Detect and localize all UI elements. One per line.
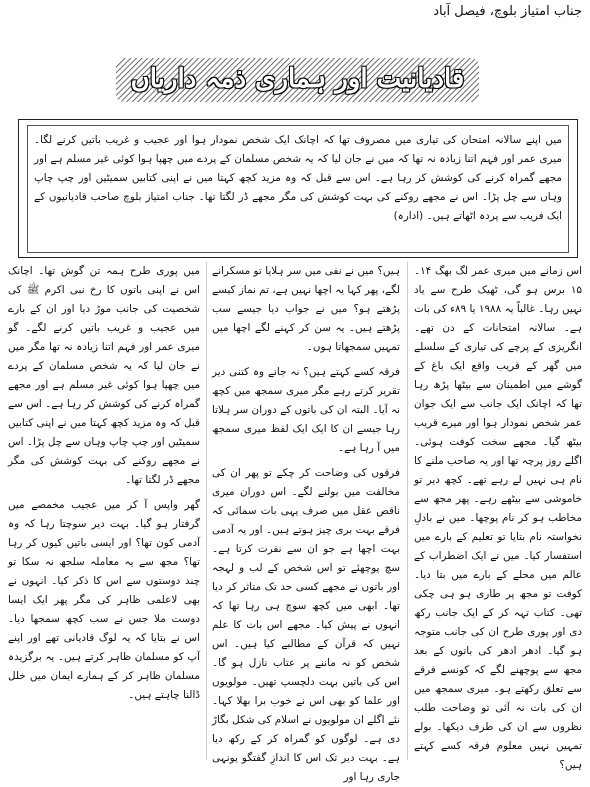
paragraph: اس زمانے میں میری عمر لگ بھگ ۱۴۔۱۵ برس ہو گی، ٹھیک طرح سے یاد نہیں رہا۔ غالباً یہ ۱۹۸۸ یا ۸۹ء کی بات ہے۔ سالانہ امتحانات کے دن تھے۔ انگریزی کے پرچے کی تیاری کے سلسلے میں گھر کے قریب واقع ایک باغ کے گوشے میں اطمینان سے بیٹھا پڑھ رہا تھا کہ اچانک ایک جانب سے ایک جوان عمر شخص نمودار ہوا اور میرے قریب بیٹھ گیا۔ مجھے سخت کوفت ہوئی۔ اگلے روز پرچہ تھا اور یہ صاحب ملنے کا نام ہی نہیں لے رہے تھے۔ کچھ دیر تو خاموشی سے بیٹھے رہے۔ پھر مجھ سے مخاطب ہو کر نام پوچھا۔ میں نے بادلِ نخواستہ نام بتایا تو تعلیم کے بارے میں استفسار کیا۔ میں نے ایک اضطراب کے عالم میں محلے کے بارے میں بتا دیا۔ کوفت تو مجھ پر طاری ہو ہی چکی تھی۔ کتاب تہہ کر کے ایک جانب رکھ دی اور پوری طرح ان کی جانب متوجہ ہو گیا۔ ادھر ادھر کی باتوں کے بعد مجھ سے پوچھنے لگے کہ کونسے فرقے سے تعلق رکھتے ہو۔ میری سمجھ میں ان کی بات نہ آئی تو وضاحت طلب نظروں سے ان کی طرف دیکھا۔ بولے تمہیں نہیں معلوم فرقہ کسے کہتے ہیں؟ bbox=[414, 265, 582, 771]
paragraph: گھر واپس آ کر میں عجیب مخمصے میں گرفتار ہو گیا۔ بہت دیر سوچتا رہا کہ وہ آدمی کون تھا؟ اور ایسی باتیں کیوں کر رہا تھا؟ مجھ سے یہ معاملہ سلجھ نہ سکا تو چند دوستوں سے اس کا ذکر کیا۔ انہوں نے بھی لاعلمی ظاہر کی مگر پھر ایک ایسا دوست ملا جس نے سب کچھ سمجھا دیا۔ اس نے بتایا کہ یہ لوگ قادیانی تھے اور اپنے آپ کو مسلمان ظاہر کرتے ہیں۔ یہ برگزیدہ مسلمان ظاہر کر کے ہمارے ایمان میں خلل ڈالنا چاہتے ہیں۔ bbox=[8, 499, 200, 701]
column-right bbox=[414, 262, 582, 771]
paragraph: فرقہ کسے کہتے ہیں؟ نہ جانے وہ کتنی دیر تقریر کرتے رہے مگر میری سمجھ میں کچھ نہ آیا۔ البتہ ان کی باتوں کے دوران سر ہلاتا رہا جیسے ان کا ایک ایک لفظ میری سمجھ میں آ رہا ہے۔ bbox=[212, 366, 400, 454]
column-divider bbox=[407, 262, 408, 760]
paragraph: ہیں؟ میں نے نفی میں سر ہلایا تو مسکرانے لگے، پھر کہا یہ اچھا نہیں ہے، تم نماز کیسے پڑھتے ہو؟ میں نے جواب دیا جیسے سب پڑھتے ہیں۔ یہ سن کر کہنے لگے اچھا میں تمہیں سمجھاتا ہوں۔ bbox=[212, 265, 400, 353]
column-divider bbox=[206, 262, 207, 760]
paragraph: میں پوری طرح ہمہ تن گوش تھا۔ اچانک اس نے اپنی باتوں کا رخ نبی اکرم ﷺ کی شخصیت کی جانب موڑ دیا اور ان کے بارے میں عجیب و غریب باتیں کرنے لگے۔ گو میری عمر اور فہم اتنا زیادہ نہ تھا مگر میں نے جان لیا کہ یہ شخص مسلمان کے پردے میں چھپا ہوا کوئی غیر مسلم ہے اور مجھے گمراہ کرنے کی کوشش کر رہا ہے۔ اس سے قبل کہ وہ مزید کچھ کہتا میں نے اپنی کتابیں سمیٹیں اور چپ چاپ وہاں سے چل پڑا۔ اس نے مجھے روکنے کی بہت کوشش کی مگر مجھے ڈر لگتا تھا۔ bbox=[8, 265, 200, 486]
column-left bbox=[8, 262, 200, 760]
author-byline: جناب امتیاز بلوچ، فیصل آباد bbox=[433, 4, 582, 19]
page-title: قادیانیت اور ہماری ذمہ داریاں bbox=[130, 64, 465, 94]
intro-box bbox=[18, 119, 578, 258]
intro-text: میں اپنے سالانہ امتحان کی تیاری میں مصروف تھا کہ اچانک ایک شخص نمودار ہوا اور عجیب و غریب باتیں کرنے لگا۔ میری عمر اور فہم اتنا زیادہ نہ تھا کہ میں نے جان لیا کہ یہ شخص مسلمان کے پردے میں چھپا ہوا کوئی غیر مسلم ہے اور مجھے گمراہ کرنے کی کوشش کر رہا ہے۔ اس سے قبل کہ وہ مزید کچھ کہتا میں نے اپنی کتابیں سمیٹیں اور چپ چاپ وہاں سے چل پڑا۔ اس نے مجھے روکنے کی بہت کوشش کی مگر مجھے ڈر لگتا تھا۔ جناب امتیاز بلوچ صاحب قادیانیوں کے ایک فریب سے پردہ اٹھاتے ہیں۔ (ادارہ) bbox=[27, 125, 569, 253]
title-banner bbox=[110, 50, 485, 108]
column-middle bbox=[212, 262, 400, 783]
paragraph: فرقوں کی وضاحت کر چکے تو پھر ان کی مخالفت میں بولنے لگے۔ اس دوران میری ناقص عقل میں صرف یہی بات سمائی کہ فرقے بہت بری چیز ہوتے ہیں۔ اور یہ آدمی بہت اچھا ہے جو ان سے نفرت کرتا ہے۔ سچ پوچھئے تو اس شخص کے لب و لہجہ اور باتوں نے مجھے کسی حد تک متاثر کر دیا تھا۔ ابھی میں کچھ سوچ ہی رہا تھا کہ انہوں نے پیش کیا۔ مجھے اس بات کا علم نہیں کہ قرآن کے مطالبے کیا ہیں۔ اس شخص کو نہ ماننے پر عتاب نازل ہو گا۔ اس کی باتیں بہت دلچسپ تھیں۔ مولویوں اور علما کو بھی اس نے خوب برا بھلا کہا۔ نئے اگلے ان مولویوں نے اسلام کی شکل بگاڑ دی ہے۔ لوگوں کو گمراہ کر کے رکھ دیا ہے۔ بہت دیر تک اس کا اندازِ گفتگو یونہی جاری رہا اور bbox=[212, 467, 400, 783]
